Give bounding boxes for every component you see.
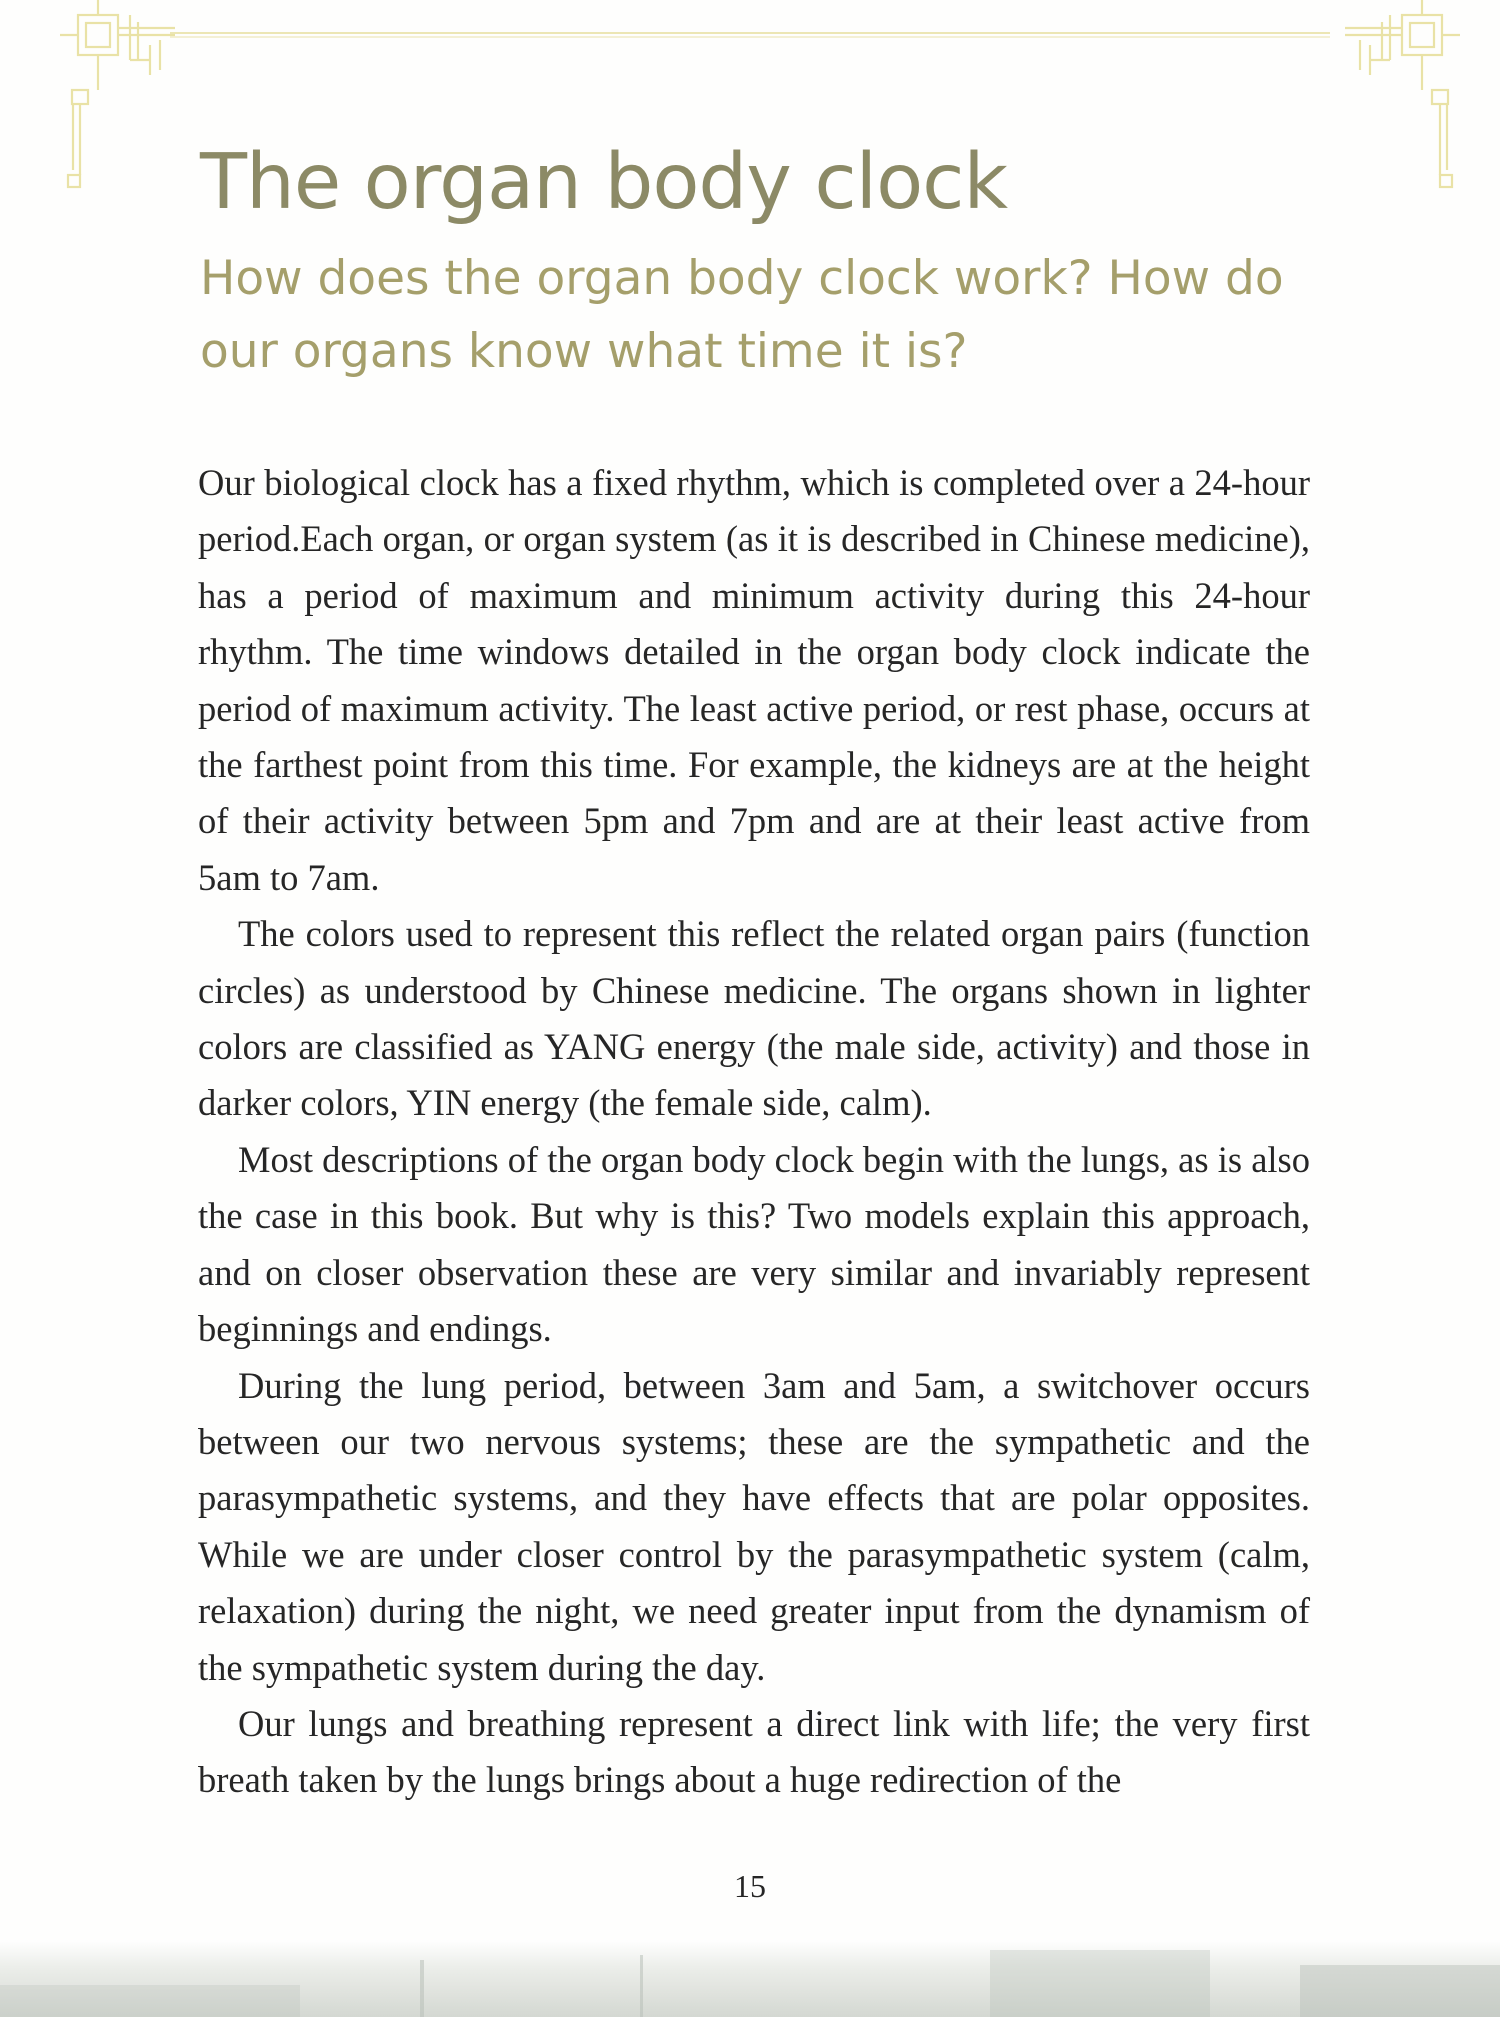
paragraph-2: The colors used to represent this reflect the related organ pairs (function circles) as understood by Chinese medicine. The organs shown in lighter colors are classified as YANG energy (the male side, activity) and those in darker colors, YIN energy (the female side, calm). (198, 913, 1310, 1124)
top-border-ornament (0, 30, 1500, 40)
paragraph-1: Our biological clock has a fixed rhythm, which is completed over a 24-hour period.Each organ, or organ system (as it is described in Chinese medicine), has a period of maximum and minimum activity during this 24-hour rhythm. The time windows detailed in the organ body clock indicate the period of maximum activity. The least active period, or rest phase, occurs at the farthest point from this time. For example, the kidneys are at the height of their activity between 5pm and 7pm and are at their least active from 5am to 7am. (198, 462, 1310, 898)
page-subtitle: How does the organ body clock work? How do our organs know what time it is? (200, 251, 1284, 379)
page-title: The organ body clock (200, 138, 1008, 227)
paragraph-4: During the lung period, between 3am and 5am, a switchover occurs between our two nervous systems; these are the sympathetic and the parasympathetic systems, and they have effects that are polar opposites. While we are under closer control by the parasympathetic system (calm, relaxation) during the night, we need greater input from the dynamism of the sympathetic system during the day. (198, 1364, 1310, 1688)
bottom-watercolor-texture (0, 1940, 1500, 2017)
body-text (198, 455, 1310, 1809)
page-number: 15 (734, 1868, 766, 1904)
paragraph-3: Most descriptions of the organ body clock begin with the lungs, as is also the case in this book. But why is this? Two models explain this approach, and on closer observation these are very similar and invariably represent beginnings and endings. (198, 1138, 1310, 1350)
paragraph-5: Our lungs and breathing represent a direct link with life; the very first breath taken by the lungs brings about a huge redirection of the (198, 1702, 1310, 1801)
left-corner-ornament (50, 0, 180, 220)
right-corner-ornament (1340, 0, 1470, 220)
